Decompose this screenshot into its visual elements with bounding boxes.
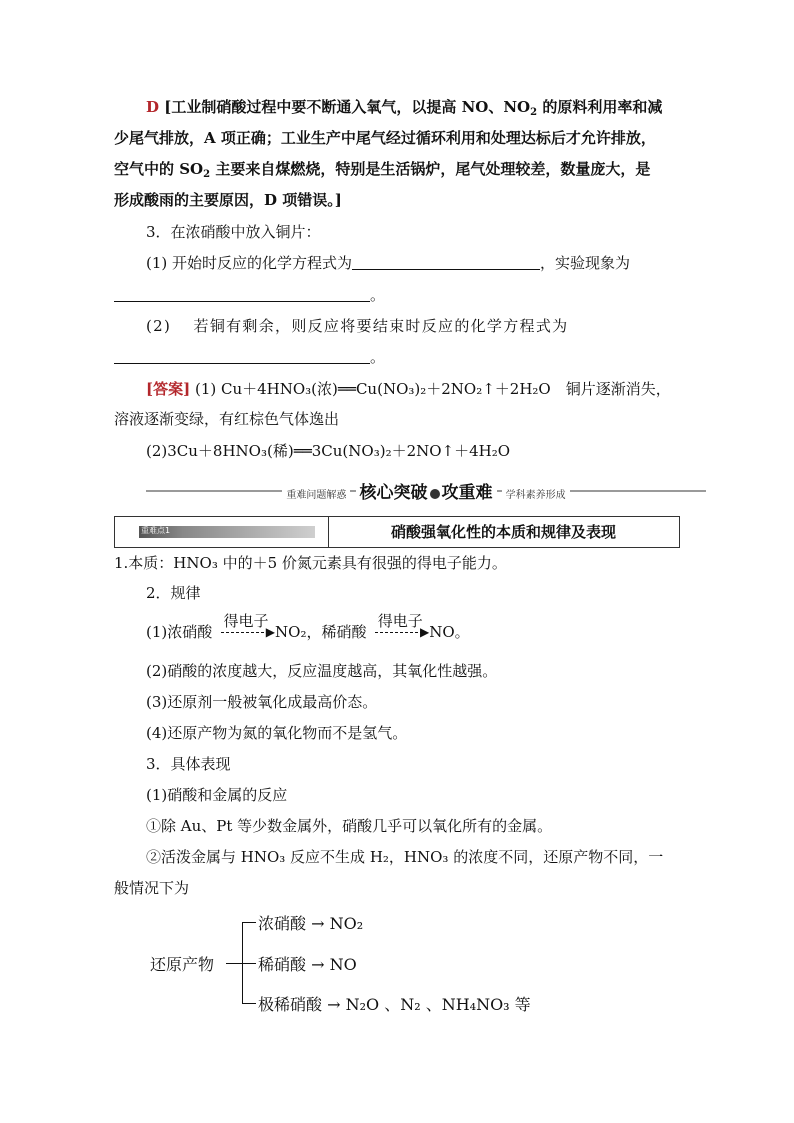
performance-title: 3．具体表现 — [146, 755, 231, 773]
prev-answer-line-4: 形成酸雨的主要原因，D 项错误。] — [114, 191, 342, 209]
section-banner: 重难问题解惑 核心突破 攻重难 学科素养形成 — [146, 478, 706, 500]
rule-2: (2)硝酸的浓度越大，反应温度越高，其氧化性越强。 — [146, 662, 498, 680]
diagram-root: 还原产物 — [150, 955, 215, 974]
answer-blank-2[interactable] — [114, 285, 370, 302]
question-3-part-1: (1) 开始时反应的化学方程式为 ，实验现象为 — [146, 254, 631, 272]
arrow-right-icon: ▶ — [420, 625, 430, 639]
answer-line-2: 溶液逐渐变绿，有红棕色气体逸出 — [114, 410, 340, 428]
answer-line-3: (2)3Cu＋8HNO₃(稀)══3Cu(NO₃)₂＋2NO↑＋4H₂O — [146, 442, 511, 460]
reduction-product-diagram — [150, 906, 570, 1016]
keypoint-title: 硝酸强氧化性的本质和规律及表现 — [390, 523, 616, 541]
performance-1-i: ①除 Au、Pt 等少数金属外，硝酸几乎可以氧化所有的金属。 — [146, 817, 553, 835]
diagram-branch-very-dilute: 极稀硝酸 → N₂O 、N₂ 、NH₄NO₃ 等 — [258, 995, 531, 1014]
performance-1-ii-cont: 般情况下为 — [114, 879, 190, 897]
diagram-branch-dilute: 稀硝酸 → NO — [258, 955, 357, 974]
keypoint-table — [114, 516, 680, 548]
answer-blank-1[interactable] — [352, 253, 540, 270]
answer-line-1: [答案] (1) Cu＋4HNO₃(浓)══Cu(NO₃)₂＋2NO₂↑＋2H₂O 铜片逐渐消失， — [146, 380, 671, 398]
answer-blank-3[interactable] — [114, 347, 370, 364]
diagram-branch-concentrated: 浓硝酸 → NO₂ — [258, 914, 364, 933]
arrow-gain-electrons: 得电子 ▶ — [217, 621, 275, 643]
keypoint-tag: 重难点1 — [139, 526, 315, 538]
performance-1: (1)硝酸和金属的反应 — [146, 786, 288, 804]
arrow-gain-electrons-2: 得电子 ▶ — [371, 621, 429, 643]
question-3-part-2-cont: 。 — [114, 346, 385, 368]
banner-bullet-icon — [430, 489, 440, 499]
rule-title: 2．规律 — [146, 584, 201, 602]
rule-4: (4)还原产物为氮的氧化物而不是氢气。 — [146, 724, 408, 742]
diagram-stem — [226, 963, 242, 964]
question-3-title: 3．在浓硝酸中放入铜片： — [146, 223, 321, 241]
question-3-part-2: (2) 若铜有剩余，则反应将要结束时反应的化学方程式为 — [146, 317, 569, 335]
prev-answer-line-2: 少尾气排放，A 项正确；工业生产中尾气经过循环利用和处理达标后才允许排放， — [114, 129, 656, 147]
arrow-right-icon: ▶ — [265, 625, 276, 639]
answer-letter: D — [146, 98, 160, 116]
rule-1: (1)浓硝酸 得电子 ▶ NO₂，稀硝酸 得电子 ▶ NO。 — [146, 612, 470, 641]
prev-answer-line-3: 空气中的 $SO_2$ 主要来自煤燃烧，特别是生活锅炉，尾气处理较差，数量庞大，是 — [114, 160, 651, 180]
essence: 1.本质：HNO₃ 中的＋5 价氮元素具有很强的得电子能力。 — [114, 554, 507, 572]
rule-3: (3)还原剂一般被氧化成最高价态。 — [146, 693, 378, 711]
answer-label: [答案] — [146, 380, 191, 398]
performance-1-ii: ②活泼金属与 HNO₃ 反应不生成 H₂，HNO₃ 的浓度不同，还原产物不同，一 — [146, 848, 664, 866]
prev-answer-line-1: D [工业制硝酸过程中要不断通入氧气，以提高 NO、$NO_2$ 的原料利用率和减 — [146, 98, 663, 118]
question-3-part-1-cont: 。 — [114, 284, 385, 306]
